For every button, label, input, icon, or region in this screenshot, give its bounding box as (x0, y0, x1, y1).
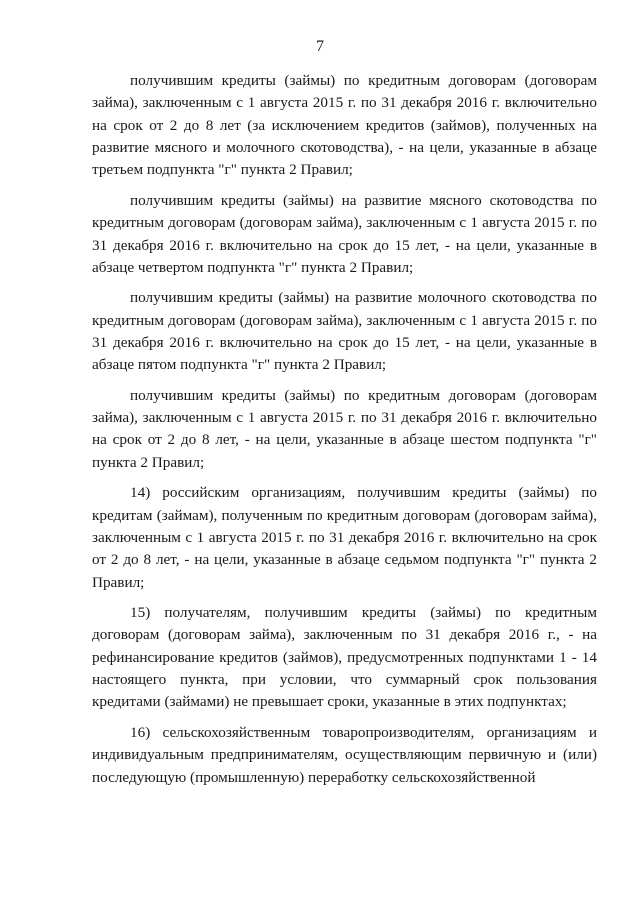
paragraph-item-14: 14) российским организациям, получившим кредиты (займы) по кредитам (займам), полученным по кредитным договорам (договорам займа), заключенным с 1 августа 2015 г. по 31 декабря 2016 г. включительно на срок от 2 до 8 лет, - на цели, указанные в абзаце седьмом подпункта "г" пункта 2 Правил; (92, 484, 597, 591)
paragraph: получившим кредиты (займы) по кредитным договорам (договорам займа), заключенным с 1 августа 2015 г. по 31 декабря 2016 г. включительно на срок от 2 до 8 лет, - на цели, указанные в абзаце шестом подпункта "г" пункта 2 Правил; (92, 386, 597, 471)
paragraph: получившим кредиты (займы) на развитие молочного скотоводства по кредитным договорам (договорам займа), заключенным с 1 августа 2015 г. по 31 декабря 2016 г. включительно на срок до 15 лет, - на цели, указанные в абзаце пятом подпункта "г" пункта 2 Правил; (92, 289, 597, 374)
paragraph: получившим кредиты (займы) на развитие мясного скотоводства по кредитным договорам (договорам займа), заключенным с 1 августа 2015 г. по 31 декабря 2016 г. включительно на срок до 15 лет, - на цели, указанные в абзаце четвертом подпункта "г" пункта 2 Правил; (92, 191, 597, 276)
paragraph-item-15: 15) получателям, получившим кредиты (займы) по кредитным договорам (договорам займа), заключенным по 31 декабря 2016 г., - на рефинансирование кредитов (займов), предусмотренных подпунктами 1 - 14 настоящего пункта, при условии, что суммарный срок пользования кредитами (займами) не превышает сроки, указанные в этих подпунктах; (92, 604, 597, 711)
paragraph: получившим кредиты (займы) по кредитным договорам (договорам займа), заключенным с 1 августа 2015 г. по 31 декабря 2016 г. включительно на срок от 2 до 8 лет (за исключением кредитов (займов), полученных на развитие мясного и молочного скотоводства), - на цели, указанные в абзаце третьем подпункта "г" пункта 2 Правил; (92, 72, 597, 179)
page-number: 7 (316, 38, 324, 55)
paragraph-item-16: 16) сельскохозяйственным товаропроизводителям, организациям и индивидуальным предпринимателям, осуществляющим первичную и (или) последующую (промышленную) переработку сельскохозяйственной (92, 723, 597, 786)
document-body (92, 70, 597, 789)
